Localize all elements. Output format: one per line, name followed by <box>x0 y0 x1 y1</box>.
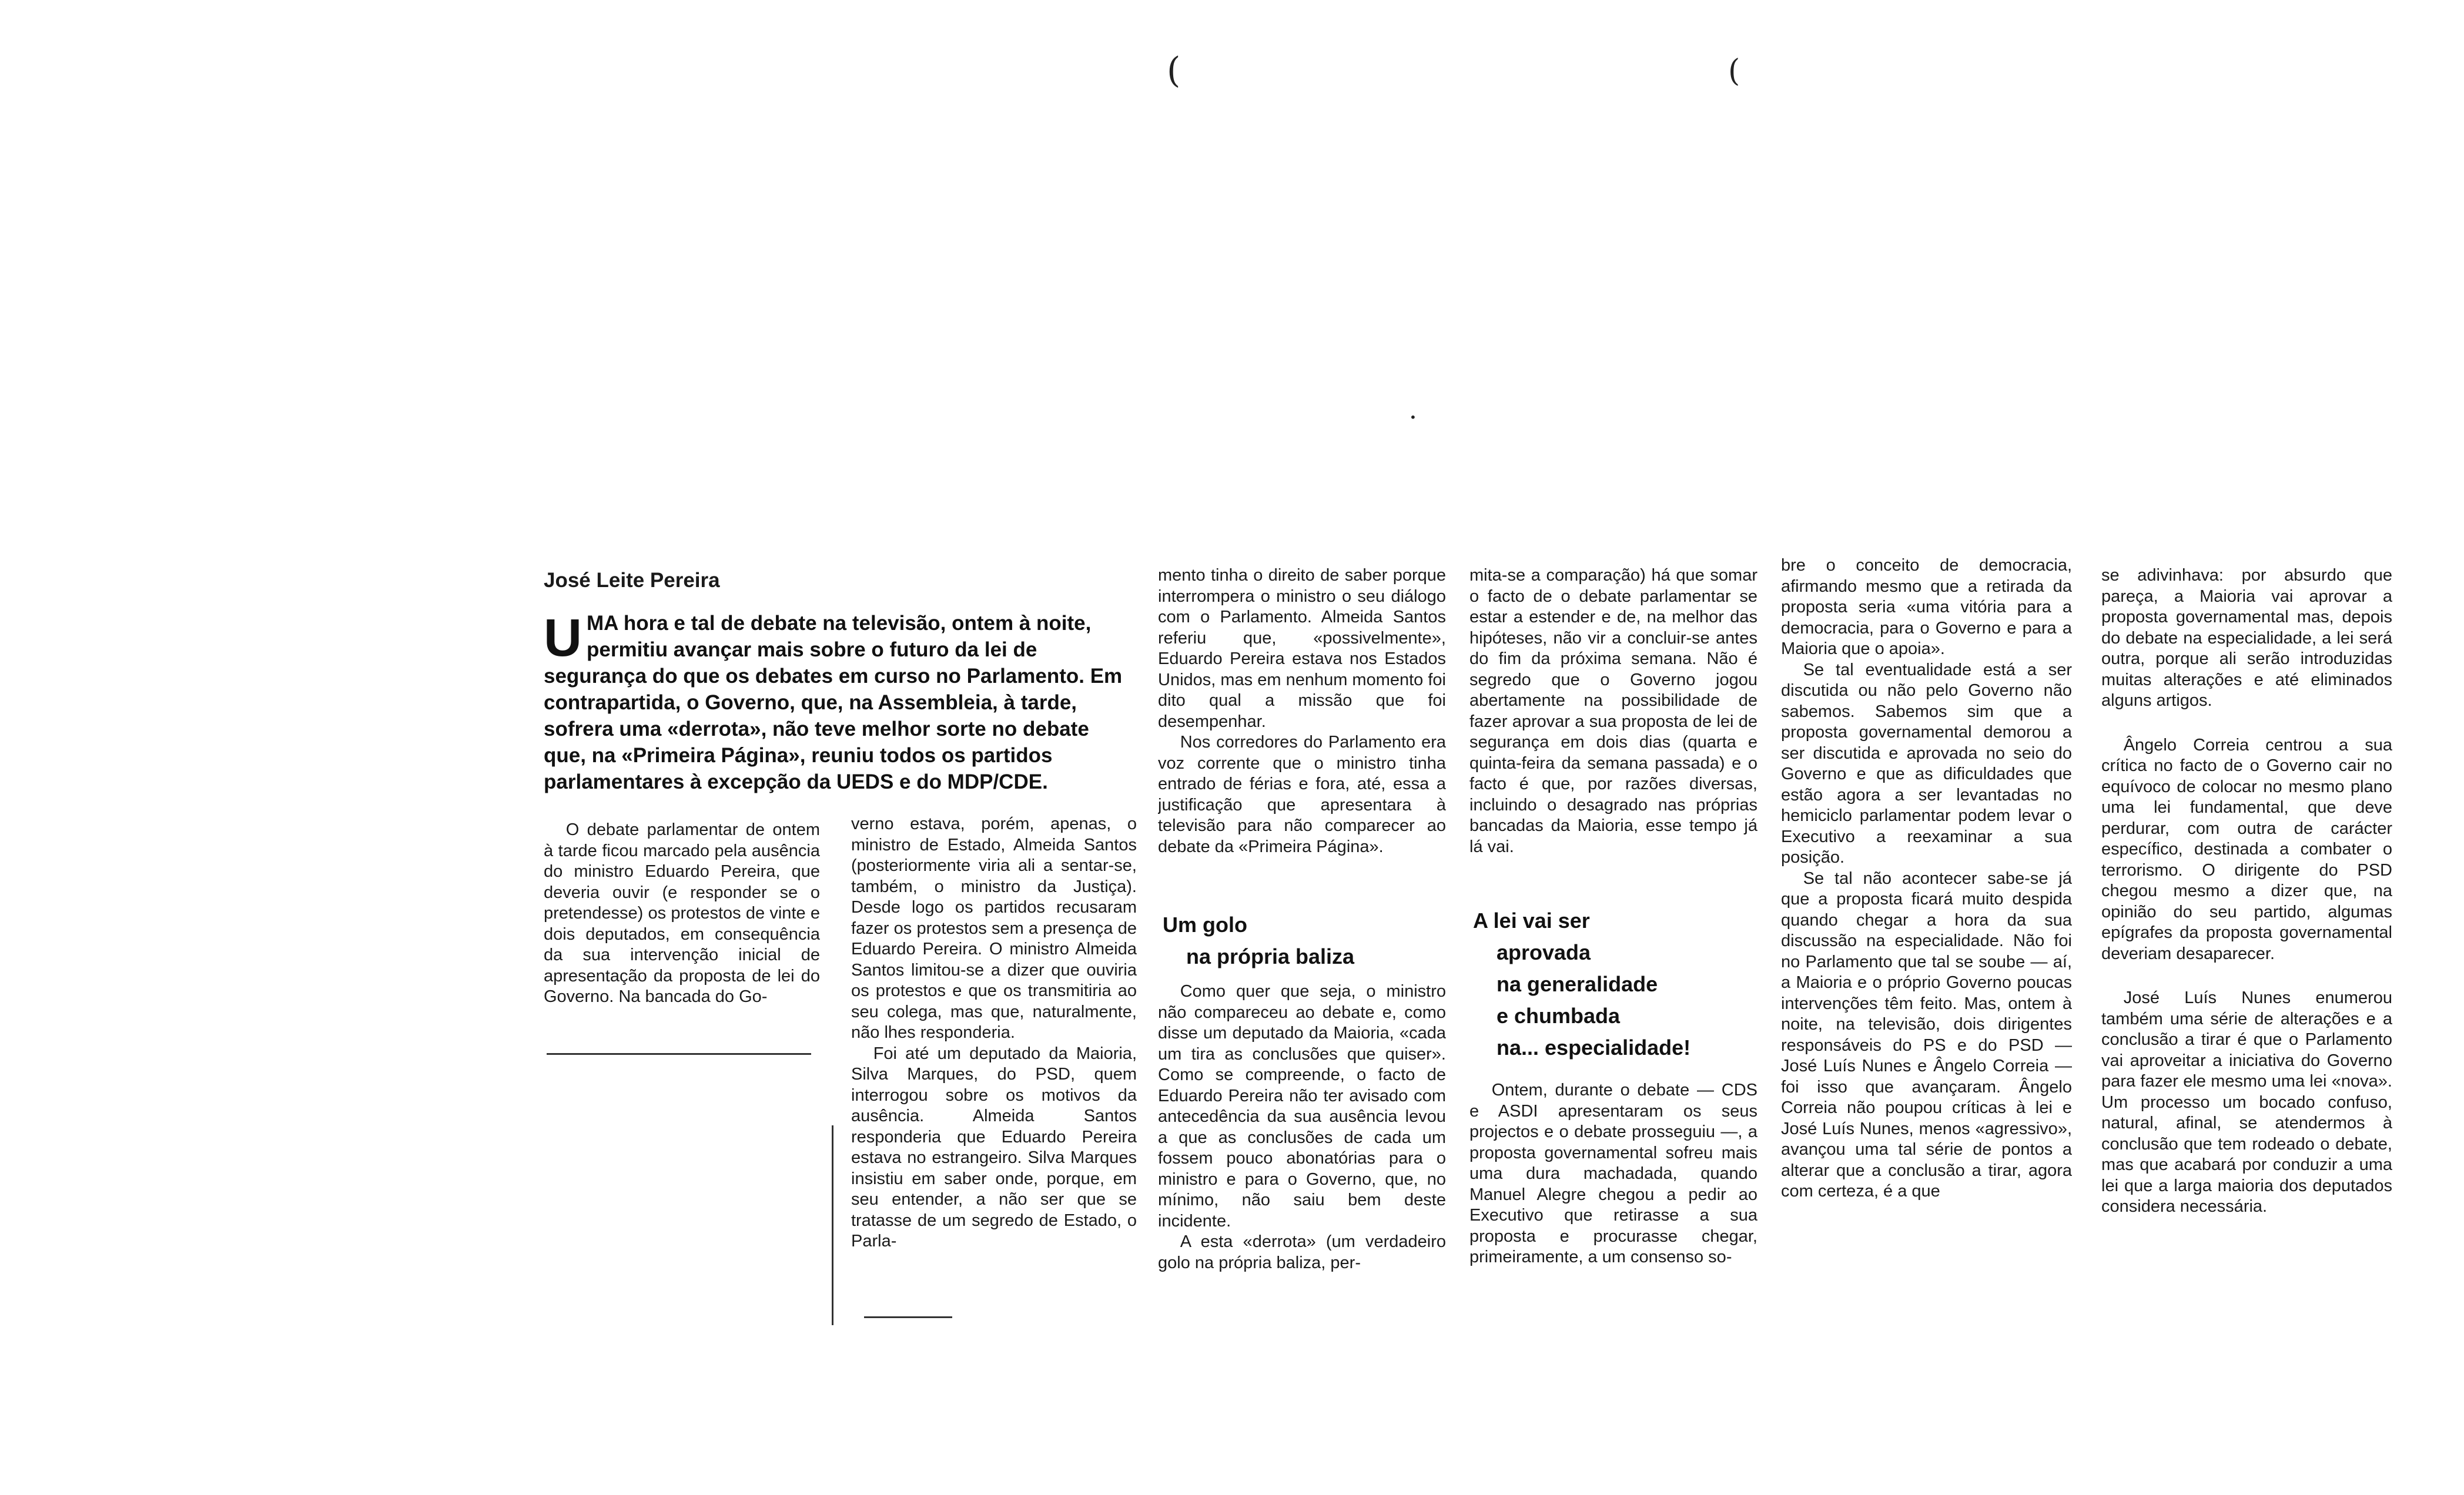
paragraph: Como quer que seja, o ministro não compareceu ao debate e, como disse um deputado da Maioria, «cada um tira as conclusões que quiser». Como se compreende, o facto de Eduardo Pereira não ter avisado com antecedência da sua ausência levou a que as conclusões de cada um fossem pouco abonatórias para o ministro e para o Governo, que, no mínimo, não saiu bem deste incidente. <box>1158 982 1446 1231</box>
article-column-5 <box>1781 555 2072 1293</box>
article-column-3-continued <box>1158 981 1446 1313</box>
paragraph: O debate parlamentar de ontem à tarde ficou marcado pela ausência do ministro Eduardo Pereira, que deveria ouvir (e responder se o pretendesse) os protestos de vinte e dois deputados, em consequência da sua intervenção inicial de apresentação da proposta de lei do Governo. Na bancada do Go- <box>544 820 820 1006</box>
article-column-4 <box>1469 565 1757 871</box>
column-margin-line <box>832 1125 833 1325</box>
scan-mark-left: ( <box>1167 50 1181 91</box>
paragraph: mento tinha o direito de saber porque interrompera o ministro o seu diálogo com o Parlamento. Almeida Santos referiu que, «possivelmente», Eduardo Pereira estava nos Estados Unidos, mas em nenhum momento foi dito qual a missão que foi desempenhar. <box>1158 566 1446 731</box>
byline: José Leite Pereira <box>544 569 720 592</box>
lead-paragraph <box>544 610 1131 795</box>
article-column-1 <box>544 820 820 1043</box>
subheading-line: A lei vai ser <box>1473 909 1590 933</box>
subheading-line: na... especialidade! <box>1497 1035 1691 1060</box>
paragraph: A esta «derrota» (um verdadeiro golo na própria baliza, per- <box>1158 1232 1446 1272</box>
subheading-lei <box>1473 905 1690 1064</box>
paragraph: bre o conceito de democracia, afirmando mesmo que a retirada da proposta seria «uma vitória para a democracia, para o Governo e para a Maioria que o apoia». <box>1781 556 2072 658</box>
paragraph: José Luís Nunes enumerou também uma série de alterações e a conclusão a tirar é que o Parlamento vai aproveitar a iniciativa do Governo para fazer ele mesmo uma lei «nova». Um processo um bocado confuso, natural, afinal, se atendermos à conclusão que tem rodeado o debate, mas que acabará por conduzir a uma lei que a larga maioria dos deputados considera necessária. <box>2101 988 2392 1216</box>
subheading-line: Um golo <box>1163 913 1247 937</box>
paragraph: Ontem, durante o debate — CDS e ASDI apresentaram os seus projectos e o debate prosseguiu —, a proposta governamental sofreu mais uma dura machadada, quando Manuel Alegre chegou a pedir ao Executivo que retirasse a sua proposta e procurasse chegar, primeiramente, a um consenso so- <box>1469 1081 1757 1266</box>
drop-cap: U <box>544 609 582 668</box>
subheading-line: na própria baliza <box>1186 944 1355 968</box>
scan-dot: • <box>1410 410 1417 424</box>
subheading-line: e chumbada <box>1497 1004 1621 1028</box>
column-rule <box>864 1316 952 1318</box>
subheading-golo <box>1163 909 1354 973</box>
subheading-line: na generalidade <box>1497 972 1658 996</box>
article-column-3 <box>1158 565 1446 903</box>
article-column-4-continued <box>1469 1080 1757 1298</box>
scan-mark-right: ( <box>1728 53 1740 89</box>
paragraph: se adivinhava: por absurdo que pareça, a Maioria vai aprovar a proposta governamental mas, depois do debate na especialidade, a lei será outra, porque ali serão introduzidas muitas alterações e até eliminados alguns artigos. <box>2101 566 2392 710</box>
lead-text: MA hora e tal de debate na televisão, ontem à noite, permitiu avançar mais sobre o futuro da lei de segurança do que os debates em curso no Parlamento. Em contrapartida, o Governo, que, na Assembleia, à tarde, sofrera uma «derrota», não teve melhor sorte no debate que, na «Primeira Página», reuniu todos os partidos parlamentares à excepção da UEDS e do MDP/CDE. <box>544 612 1123 793</box>
paragraph: Foi até um deputado da Maioria, Silva Marques, do PSD, quem interrogou sobre os motivos da ausência. Almeida Santos responderia que Eduardo Pereira estava no estrangeiro. Silva Marques insistiu em saber onde, porque, em seu entender, a não ser que se tratasse de um segredo de Estado, o Parla- <box>851 1044 1137 1251</box>
column-rule <box>547 1053 811 1055</box>
article-column-2 <box>851 814 1137 1331</box>
paragraph: mita-se a comparação) há que somar o facto de o debate parlamentar se estar a estender e de, na melhor das hipóteses, não vir a concluir-se antes do fim da próxima semana. Não é segredo que o Governo jogou abertamente na possibilidade de fazer aprovar a sua proposta de lei de segurança em dois dias (quarta e quinta-feira da semana passada) e o facto é que, por razões diversas, incluindo o desagrado nas próprias bancadas da Maioria, esse tempo já lá vai. <box>1469 566 1757 856</box>
paragraph: Ângelo Correia centrou a sua crítica no facto de o Governo cair no equívoco de colocar no mesmo plano uma lei fundamental, que deve perdurar, com outra de carácter específico, destinada a combater o terrorismo. O dirigente do PSD chegou mesmo a dizer que, na opinião do seu partido, algumas epígrafes da proposta governamental deveriam desaparecer. <box>2101 735 2392 963</box>
paragraph: Nos corredores do Parlamento era voz corrente que o ministro tinha entrado de férias e fora, até, essa a justificação que apresentara à televisão para não comparecer ao debate da «Primeira Página». <box>1158 733 1446 856</box>
paragraph: verno estava, porém, apenas, o ministro de Estado, Almeida Santos (posteriormente viria ali a sentar-se, também, o ministro da Justiça). Desde logo os partidos recusaram fazer os protestos sem a presença de Eduardo Pereira. O ministro Almeida Santos limitou-se a dizer que ouviria os protestos e que os transmitiria ao seu colega, mas que, naturalmente, não lhes responderia. <box>851 814 1137 1042</box>
paragraph: Se tal eventualidade está a ser discutida ou não pelo Governo não sabemos. Sabemos sim que a proposta governamental demorou a ser discutida e aprovada no seio do Governo e que as dificuldades que estão agora a ser levantadas no hemiciclo parlamentar podem levar o Executivo a reexaminar a sua posição. <box>1781 660 2072 867</box>
article-column-6 <box>2101 565 2392 1294</box>
subheading-line: aprovada <box>1497 940 1591 964</box>
paragraph: Se tal não acontecer sabe-se já que a proposta ficará muito despida quando chegar a hora da sua discussão na especialidade. Não foi no Parlamento que tal se soube — aí, a Maioria e o próprio Governo poucas intervenções têm feito. Mas, ontem à noite, na televisão, dois dirigentes responsáveis do PS e do PSD — José Luís Nunes e Ângelo Correia — foi isso que avançaram. Ângelo Correia não poupou críticas à lei e José Luís Nunes, menos «agressivo», avançou uma tal série de pontos a alterar que a conclusão a tirar, agora com certeza, é a que <box>1781 869 2072 1201</box>
